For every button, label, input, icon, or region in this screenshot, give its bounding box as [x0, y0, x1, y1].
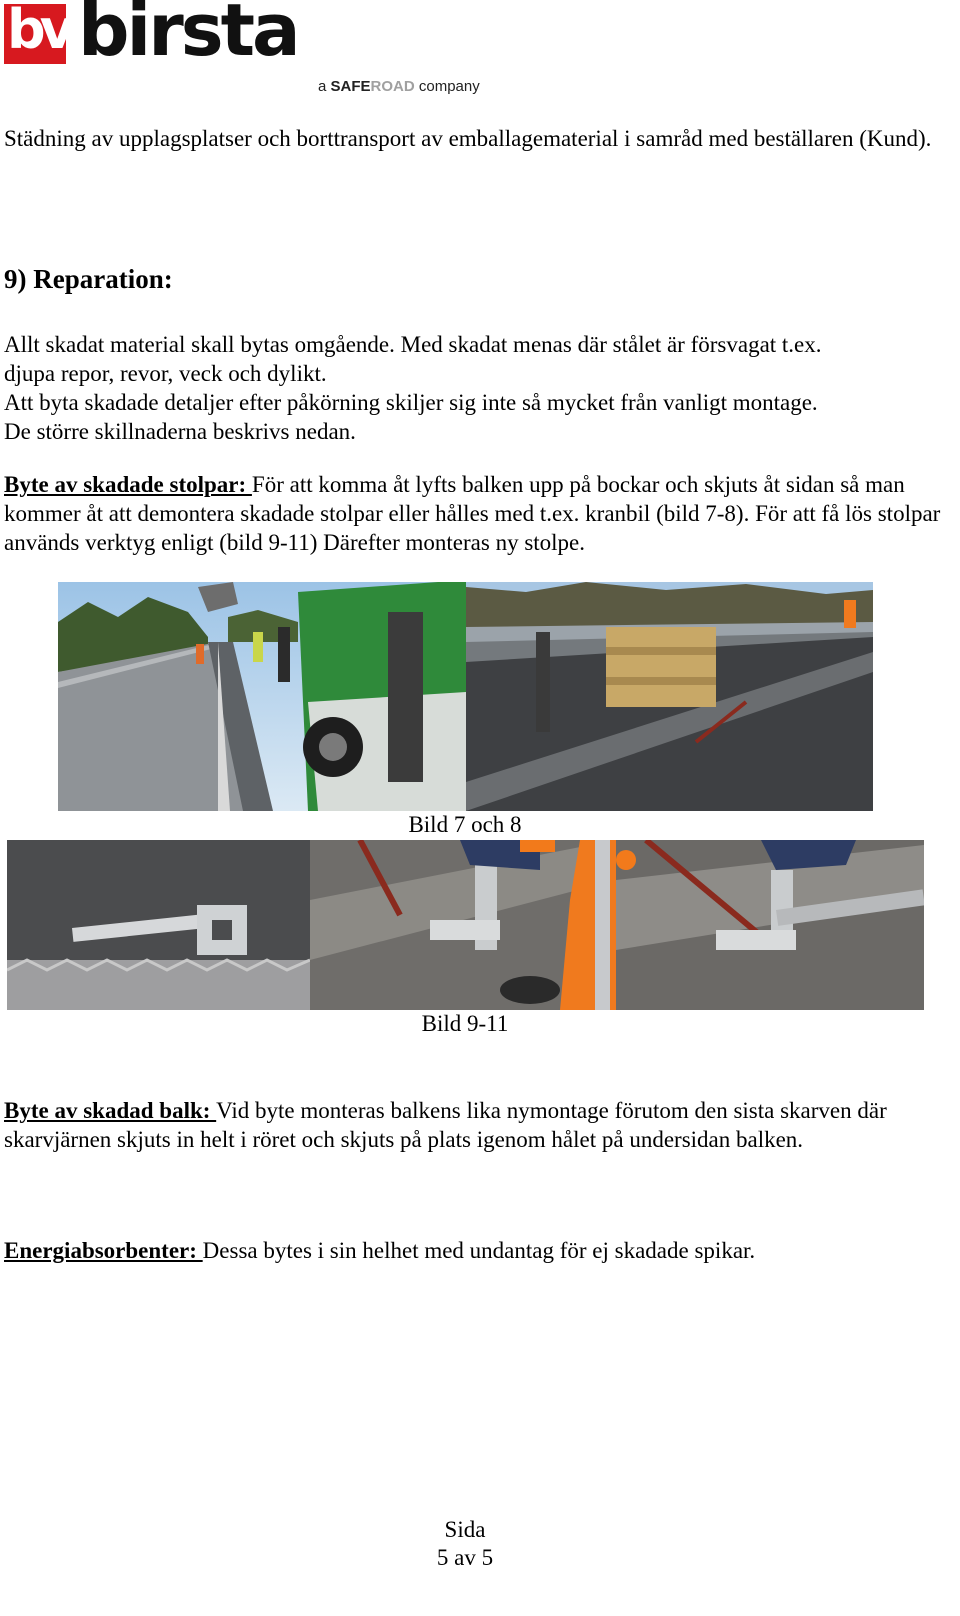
- footer-page-number: 5 av 5: [436, 1545, 494, 1570]
- tagline-brand-road: ROAD: [370, 78, 415, 95]
- bv-logo-mark: [4, 0, 69, 64]
- birsta-logo-text: birsta: [78, 0, 298, 72]
- balk-label: Byte av skadad balk:: [4, 1098, 217, 1123]
- paragraph-line: djupa repor, revor, veck och dylikt.: [4, 361, 327, 386]
- photo-bild-11: [616, 840, 924, 1010]
- paragraph-damaged-material: [4, 330, 944, 446]
- photo-bild-7: [58, 582, 466, 811]
- paragraph-stolpar: [4, 470, 944, 557]
- paragraph-line: Allt skadat material skall bytas omgående. Med skadat menas där stålet är försvagat t.ex.: [4, 332, 822, 357]
- page-footer: [0, 1516, 930, 1572]
- section-heading-reparation: 9) Reparation:: [4, 264, 173, 294]
- energi-text: Dessa bytes i sin helhet med undantag för ej skadade spikar.: [202, 1238, 756, 1263]
- stolpar-label: Byte av skadade stolpar:: [4, 472, 252, 497]
- caption-bild-9-11: Bild 9-11: [421, 1011, 509, 1036]
- photo-bild-9: [7, 840, 310, 1010]
- paragraph-line: De större skillnaderna beskrivs nedan.: [4, 419, 356, 444]
- tagline-brand-safe: SAFE: [330, 78, 371, 95]
- tagline-suffix: company: [418, 78, 480, 95]
- photo-bild-8: [466, 582, 873, 811]
- paragraph-cleanup: Städning av upplagsplatser och borttransport av emballagematerial i samråd med beställaren (Kund).: [4, 126, 932, 151]
- stolpar-text: För att komma åt lyfts balken upp på bockar och skjuts åt sidan så man kommer åt att demontera skadade stolpar eller hålles med t.ex. kranbil (bild 7-8). För att få lös stolpar används verktyg enligt (bild 9-11) Därefter monteras ny stolpe.: [4, 472, 941, 555]
- photo-bild-10: [310, 840, 616, 1010]
- paragraph-balk: [4, 1096, 944, 1154]
- footer-page-label: Sida: [444, 1517, 486, 1542]
- caption-bild-7-8: Bild 7 och 8: [408, 812, 522, 837]
- energi-label: Energiabsorbenter:: [4, 1238, 203, 1263]
- logo-mark-text: bv: [7, 0, 69, 61]
- logo-tagline: [318, 78, 480, 95]
- paragraph-energiabsorbenter: [4, 1236, 944, 1265]
- tagline-prefix: a: [318, 78, 327, 95]
- balk-text: Vid byte monteras balkens lika nymontage förutom den sista skarven där skarvjärnen skjuts in helt i röret och skjuts på plats igenom hålet på undersidan balken.: [4, 1098, 887, 1152]
- paragraph-line: Att byta skadade detaljer efter påkörning skiljer sig inte så mycket från vanligt montage.: [4, 390, 818, 415]
